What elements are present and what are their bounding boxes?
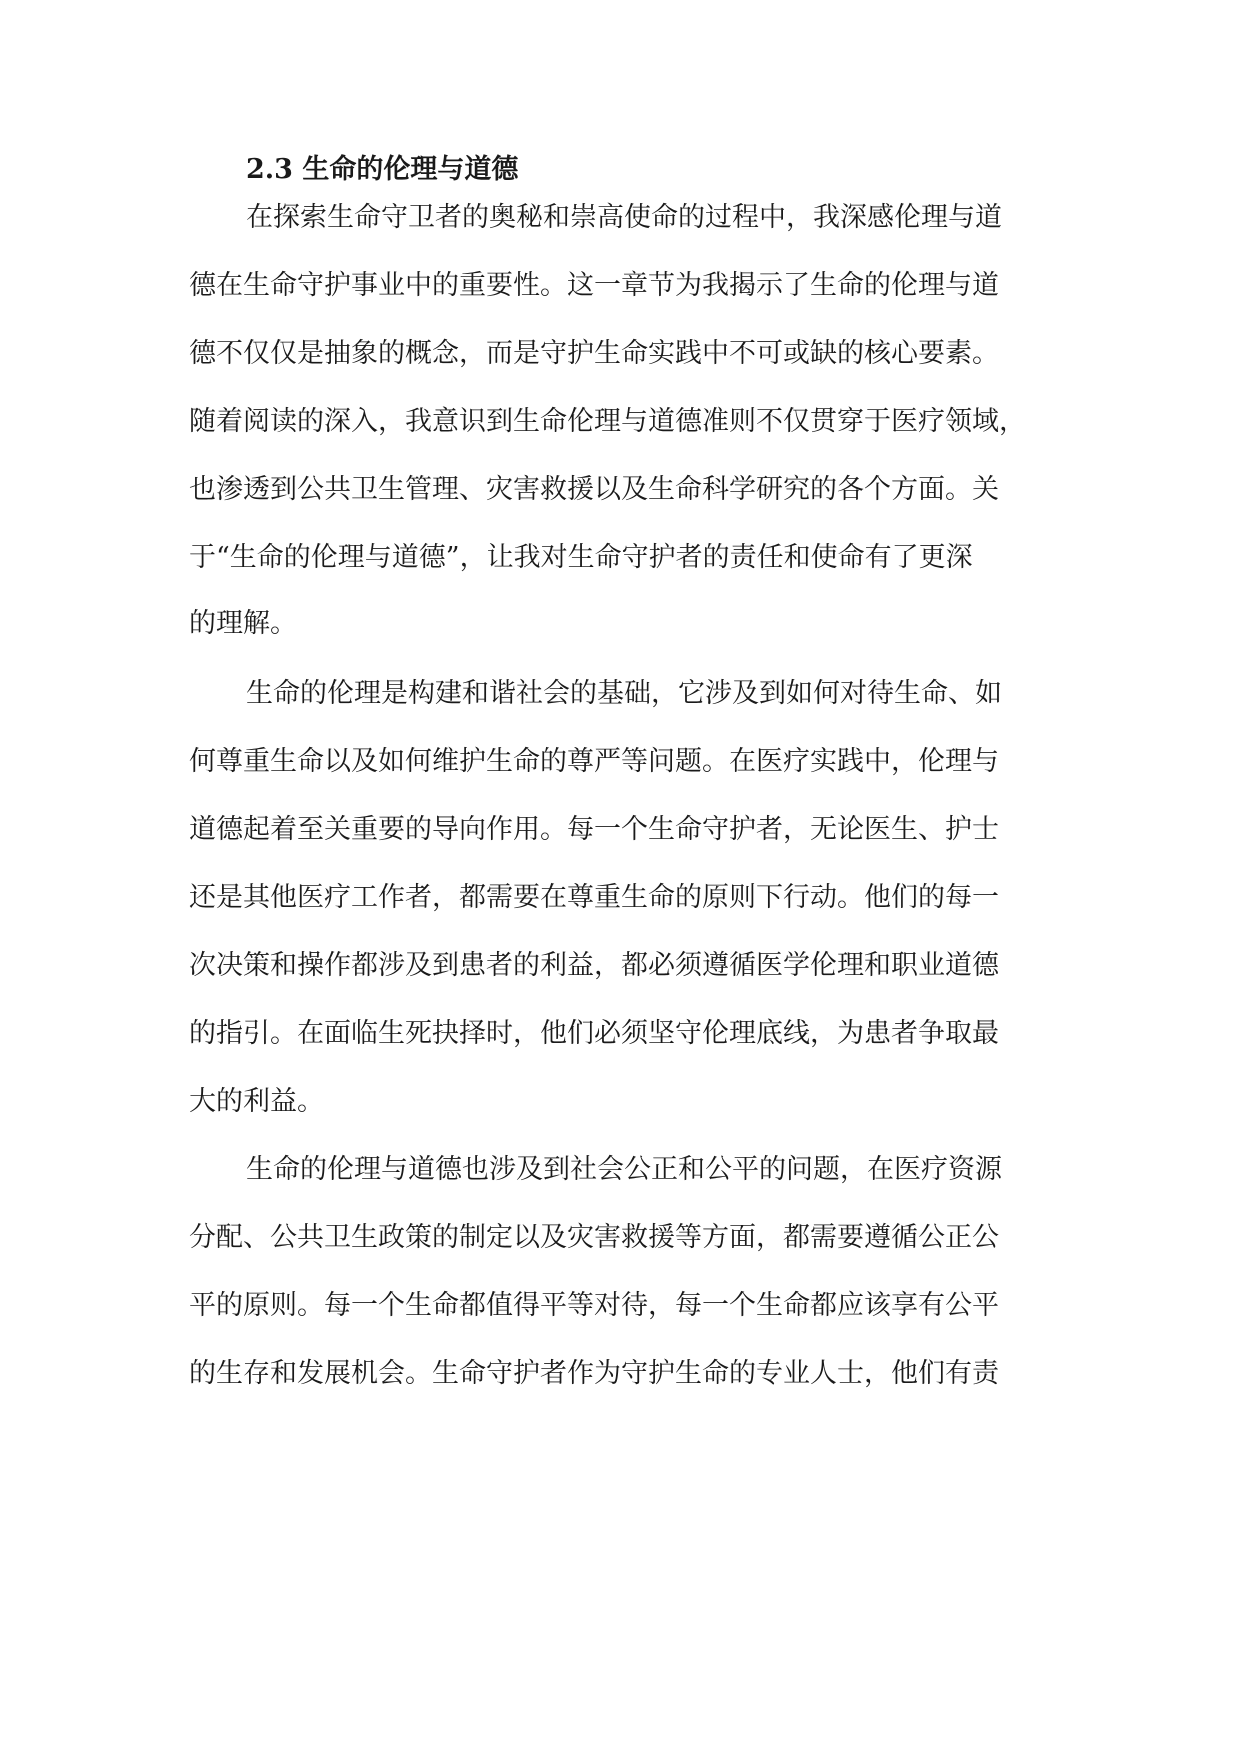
text-line: 分配、公共卫生政策的制定以及灾害救援等方面，都需要遵循公正公 xyxy=(189,1222,999,1253)
text-line: 的生存和发展机会。生命守护者作为守护生命的专业人士，他们有责 xyxy=(189,1358,999,1389)
section-heading: 2.3 生命的伦理与道德 xyxy=(246,154,519,185)
text-line: 于“生命的伦理与道德”，让我对生命守护者的责任和使命有了更深 xyxy=(189,542,973,573)
text-line: 平的原则。每一个生命都值得平等对待，每一个生命都应该享有公平 xyxy=(189,1290,999,1321)
text-line: 的理解。 xyxy=(189,608,297,639)
text-line: 何尊重生命以及如何维护生命的尊严等问题。在医疗实践中，伦理与 xyxy=(189,746,999,777)
text-line: 在探索生命守卫者的奥秘和崇高使命的过程中，我深感伦理与道 xyxy=(246,202,1002,233)
text-line: 还是其他医疗工作者，都需要在尊重生命的原则下行动。他们的每一 xyxy=(189,882,999,913)
text-line: 次决策和操作都涉及到患者的利益，都必须遵循医学伦理和职业道德 xyxy=(189,950,999,981)
text-line: 大的利益。 xyxy=(189,1086,324,1117)
text-line: 生命的伦理与道德也涉及到社会公正和公平的问题，在医疗资源 xyxy=(246,1154,1002,1185)
text-line: 随着阅读的深入，我意识到生命伦理与道德准则不仅贯穿于医疗领域， xyxy=(189,406,1026,437)
text-line: 德不仅仅是抽象的概念，而是守护生命实践中不可或缺的核心要素。 xyxy=(189,338,999,369)
text-line: 的指引。在面临生死抉择时，他们必须坚守伦理底线，为患者争取最 xyxy=(189,1018,999,1049)
text-line: 生命的伦理是构建和谐社会的基础，它涉及到如何对待生命、如 xyxy=(246,678,1002,709)
text-line: 德在生命守护事业中的重要性。这一章节为我揭示了生命的伦理与道 xyxy=(189,270,999,301)
text-line: 道德起着至关重要的导向作用。每一个生命守护者，无论医生、护士 xyxy=(189,814,999,845)
text-line: 也渗透到公共卫生管理、灾害救援以及生命科学研究的各个方面。关 xyxy=(189,474,999,505)
